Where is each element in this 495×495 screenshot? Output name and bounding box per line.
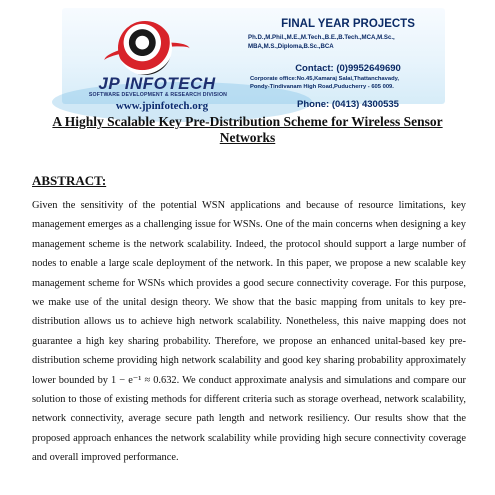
headline: FINAL YEAR PROJECTS bbox=[281, 18, 415, 30]
address-line: Corporate office:No.45,Kamaraj Salai,Thattanchavady, bbox=[250, 76, 400, 82]
company-logo-icon bbox=[118, 21, 172, 75]
degrees-line: Ph.D.,M.Phil.,M.E.,M.Tech.,B.E.,B.Tech.,MCA,M.Sc., bbox=[248, 34, 395, 41]
website-url: www.jpinfotech.org bbox=[115, 100, 209, 112]
abstract-paragraph: Given the sensitivity of the potential WSN applications and because of resource limitations, key management emerges as a challenging issue for WSNs. One of the main concerns when designing a key management scheme is the network scalability. Indeed, the protocol should support a large number of nodes to enable a large scale deployment of the network. In this paper, we propose a new scalable key management scheme for WSNs which provides a good secure connectivity coverage. For this purpose, we make use of the unital design theory. We show that the basic mapping from unitals to key pre-distribution allows us to achieve high network scalability. Nonetheless, this naive mapping does not guarantee a high key sharing probability. Therefore, we propose an enhanced unital-based key pre-distribution scheme providing high network scalability and good key sharing probability approximately lower bounded by 1 − e⁻¹ ≈ 0.632. We conduct approximate analysis and simulations and compare our solution to those of existing methods for different criteria such as storage overhead, network scalability, network connectivity, average secure path length and network resiliency. Our results show that the proposed approach enhances the network scalability while providing high secure connectivity coverage and overall improved performance. bbox=[32, 200, 466, 464]
abstract-heading: ABSTRACT: bbox=[32, 173, 107, 188]
brand-tagline: SOFTWARE DEVELOPMENT & RESEARCH DIVISION bbox=[88, 92, 228, 98]
office-address bbox=[250, 76, 442, 91]
paper-title: A Highly Scalable Key Pre-Distribution Scheme for Wireless Sensor Networks bbox=[52, 114, 443, 145]
degrees-line: MBA,M.S.,Diploma,B.Sc.,BCA bbox=[248, 42, 334, 50]
abstract-body bbox=[32, 196, 466, 468]
brand-name: JP INFOTECH bbox=[98, 74, 216, 93]
address-line: Pondy-Tindivanam High Road,Puducherry - 605 009. bbox=[250, 83, 394, 90]
phone-number: Phone: (0413) 4300535 bbox=[297, 99, 399, 110]
degrees-list bbox=[248, 34, 442, 51]
contact-number: Contact: (0)9952649690 bbox=[295, 63, 401, 74]
header-banner bbox=[62, 8, 445, 112]
